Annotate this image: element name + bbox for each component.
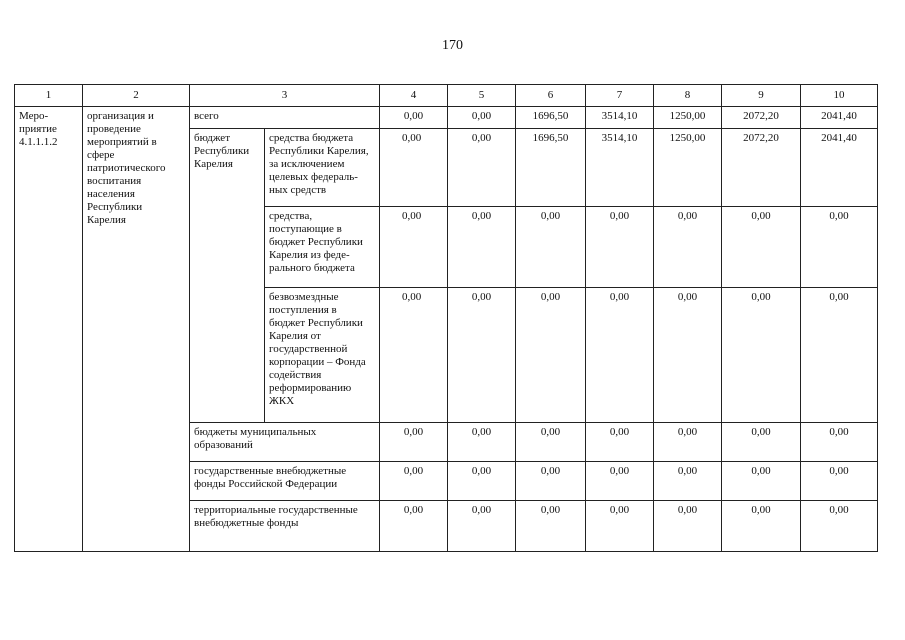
value-cell: 0,00 — [654, 423, 722, 462]
group-label: бюджет Республики Карелия — [190, 129, 265, 423]
row-label: средства, поступающие в бюджет Республики Карелия из феде- рального бюджета — [265, 207, 380, 288]
value-cell: 0,00 — [448, 423, 516, 462]
value-cell: 2041,40 — [801, 129, 878, 207]
value-cell: 0,00 — [586, 207, 654, 288]
value-cell: 1696,50 — [516, 107, 586, 129]
row-label: средства бюджета Республики Карелия, за исключением целевых федераль- ных средств — [265, 129, 380, 207]
value-cell: 0,00 — [722, 501, 801, 552]
value-cell: 0,00 — [380, 207, 448, 288]
value-cell: 0,00 — [448, 207, 516, 288]
value-cell: 1250,00 — [654, 107, 722, 129]
header-cell: 7 — [586, 85, 654, 107]
value-cell: 0,00 — [801, 207, 878, 288]
value-cell: 0,00 — [380, 423, 448, 462]
header-cell: 1 — [15, 85, 83, 107]
value-cell: 0,00 — [722, 423, 801, 462]
value-cell: 2041,40 — [801, 107, 878, 129]
value-cell: 0,00 — [380, 462, 448, 501]
table-row — [15, 107, 878, 129]
row-label: безвозмездные поступления в бюджет Республики Карелия от государственной корпорации – Фонда содействия реформированию ЖКХ — [265, 288, 380, 423]
value-cell: 0,00 — [654, 207, 722, 288]
value-cell: 0,00 — [801, 288, 878, 423]
header-cell: 8 — [654, 85, 722, 107]
value-cell: 0,00 — [448, 501, 516, 552]
value-cell: 0,00 — [722, 288, 801, 423]
header-cell: 5 — [448, 85, 516, 107]
event-name-cell: организация и проведение мероприятий в сфере патриотического воспитания населения Республики Карелия — [83, 107, 190, 552]
value-cell: 0,00 — [801, 501, 878, 552]
value-cell: 0,00 — [516, 207, 586, 288]
value-cell: 3514,10 — [586, 107, 654, 129]
value-cell: 0,00 — [448, 107, 516, 129]
value-cell: 2072,20 — [722, 129, 801, 207]
table-header-row — [15, 85, 878, 107]
value-cell: 0,00 — [586, 462, 654, 501]
row-label: всего — [190, 107, 380, 129]
page-number: 170 — [442, 38, 463, 53]
value-cell: 0,00 — [586, 288, 654, 423]
value-cell: 0,00 — [380, 288, 448, 423]
value-cell: 0,00 — [380, 129, 448, 207]
event-code-cell: Меро- приятие 4.1.1.1.2 — [15, 107, 83, 552]
value-cell: 0,00 — [586, 423, 654, 462]
value-cell: 0,00 — [722, 462, 801, 501]
header-cell: 10 — [801, 85, 878, 107]
value-cell: 0,00 — [516, 462, 586, 501]
header-cell: 4 — [380, 85, 448, 107]
value-cell: 0,00 — [654, 501, 722, 552]
value-cell: 0,00 — [586, 501, 654, 552]
row-label: территориальные государственные внебюджетные фонды — [190, 501, 380, 552]
value-cell: 0,00 — [380, 107, 448, 129]
value-cell: 1250,00 — [654, 129, 722, 207]
value-cell: 1696,50 — [516, 129, 586, 207]
value-cell: 2072,20 — [722, 107, 801, 129]
value-cell: 0,00 — [448, 462, 516, 501]
value-cell: 0,00 — [448, 288, 516, 423]
value-cell: 0,00 — [801, 462, 878, 501]
header-cell: 6 — [516, 85, 586, 107]
value-cell: 0,00 — [654, 288, 722, 423]
header-cell: 9 — [722, 85, 801, 107]
value-cell: 0,00 — [516, 423, 586, 462]
value-cell: 0,00 — [516, 288, 586, 423]
header-cell: 3 — [190, 85, 380, 107]
value-cell: 0,00 — [448, 129, 516, 207]
value-cell: 0,00 — [801, 423, 878, 462]
value-cell: 0,00 — [722, 207, 801, 288]
value-cell: 0,00 — [380, 501, 448, 552]
row-label: государственные внебюджетные фонды Российской Федерации — [190, 462, 380, 501]
header-cell: 2 — [83, 85, 190, 107]
value-cell: 3514,10 — [586, 129, 654, 207]
value-cell: 0,00 — [654, 462, 722, 501]
row-label: бюджеты муниципальных образований — [190, 423, 380, 462]
budget-table — [14, 84, 878, 552]
value-cell: 0,00 — [516, 501, 586, 552]
